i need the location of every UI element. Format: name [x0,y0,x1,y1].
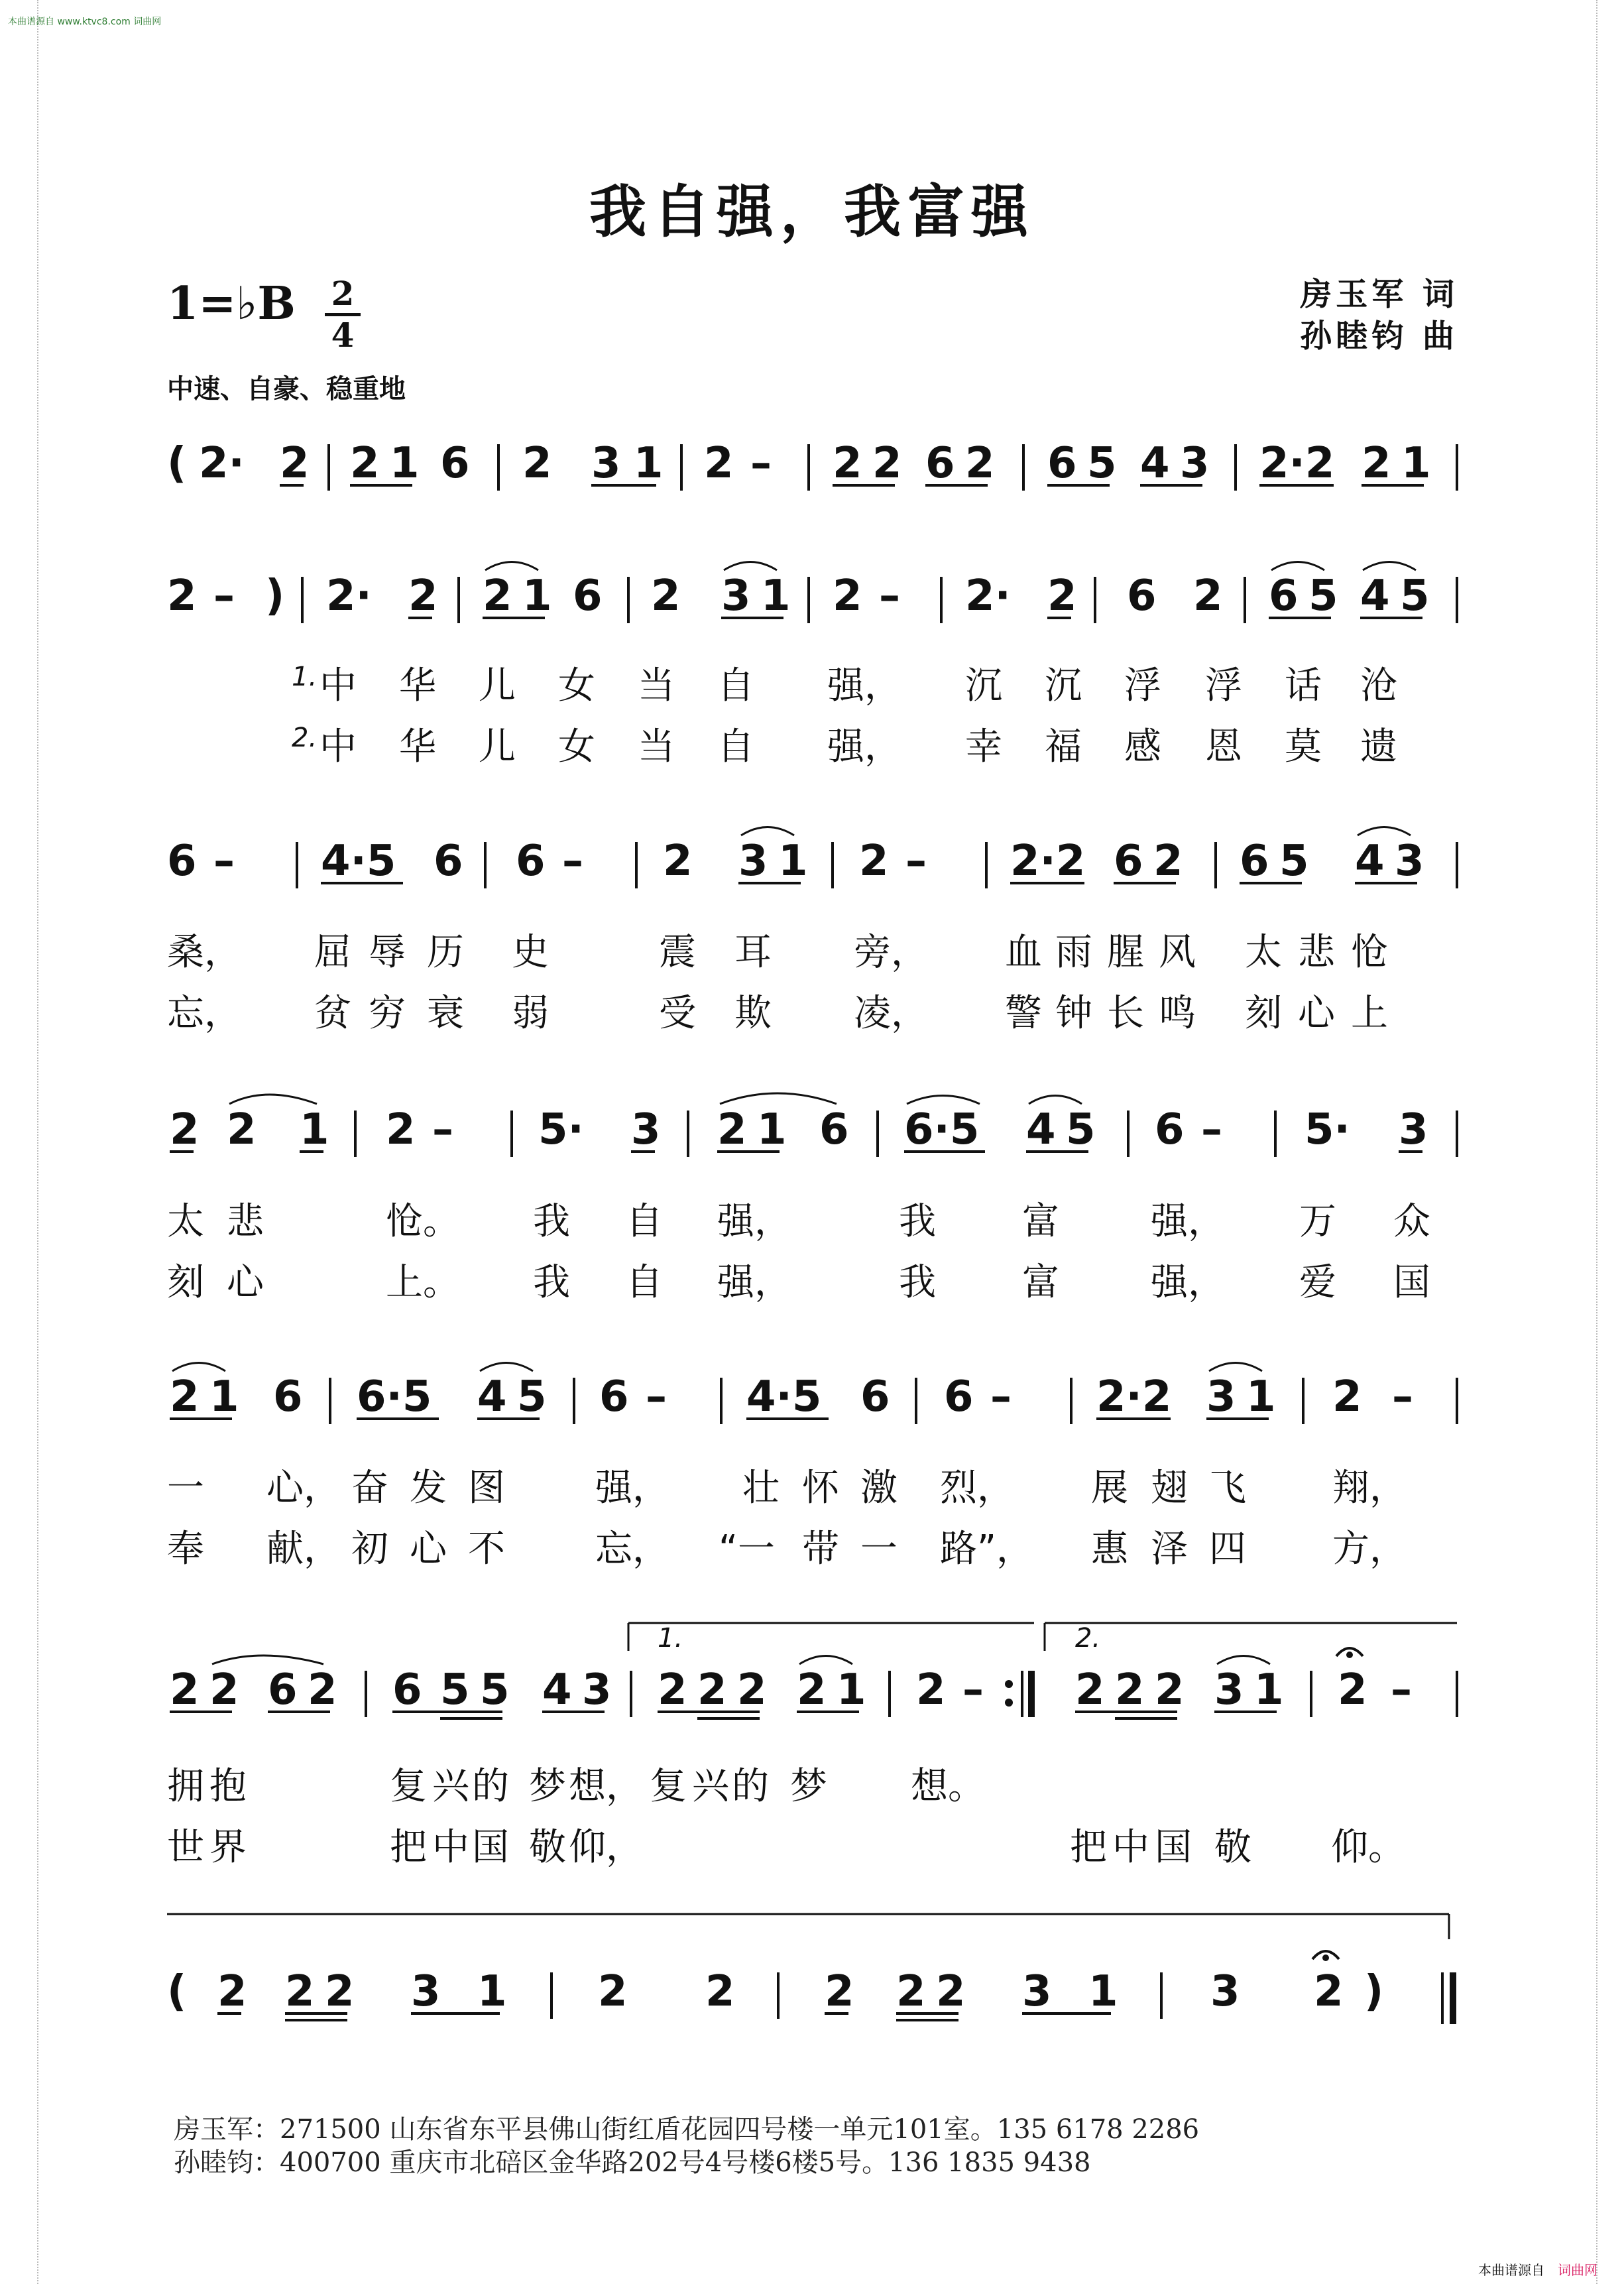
svg-text:2: 2 [227,1105,257,1154]
svg-text:6: 6 [1114,837,1143,886]
svg-text:1: 1 [390,439,420,488]
svg-text:2: 2 [1047,571,1077,621]
source-label: 本曲谱源自 [1478,2262,1544,2278]
svg-text:2: 2 [663,837,693,886]
lyric: 强， [827,725,901,768]
lyric: 界 [209,1826,247,1869]
lyric: 国 [472,1826,509,1869]
lyric: 我 [533,1261,570,1304]
svg-text:6: 6 [273,1372,303,1421]
lyric: 历 [427,931,464,974]
lyric: 梦 [790,1765,827,1808]
notation-line-7 [167,1906,1460,2032]
svg-text:6: 6 [944,1372,974,1421]
svg-text:5·: 5· [1305,1105,1350,1154]
svg-text:5: 5 [1087,439,1117,488]
svg-text:–: – [562,837,583,886]
svg-text:2: 2 [797,1665,827,1714]
svg-text:6: 6 [440,439,470,488]
svg-text:2·: 2· [199,439,245,488]
svg-text:6: 6 [1127,571,1157,621]
volta-1: 1. [658,1623,683,1653]
lyric: 忘， [595,1528,669,1571]
svg-text:5·: 5· [538,1105,584,1154]
svg-text:4: 4 [1140,439,1170,488]
svg-text:2: 2 [872,439,902,488]
lyric: 风 [1159,931,1196,974]
svg-text:–: – [750,439,772,488]
lyric: 刻 [1245,992,1282,1035]
svg-text:3: 3 [1214,1665,1244,1714]
lyric: “一 [719,1528,776,1571]
svg-text:–: – [990,1372,1012,1421]
lyric: 上。 [386,1261,460,1304]
lyric: 怀 [802,1467,839,1510]
svg-text:2: 2 [170,1372,200,1421]
svg-text:1: 1 [837,1665,866,1714]
lyric: 自 [626,1200,663,1243]
right-border [1596,0,1624,2284]
lyric: 初 [351,1528,388,1571]
svg-text:6: 6 [1269,571,1299,621]
svg-text:3: 3 [738,837,768,886]
lyric: 我 [899,1200,936,1243]
svg-text:3: 3 [1210,1967,1240,2016]
lyric: 的 [732,1765,769,1808]
lyric: 怆 [1351,931,1388,974]
svg-text:6: 6 [392,1665,422,1714]
svg-text:1: 1 [761,571,791,621]
lyric: 一 [167,1467,204,1510]
svg-text:2·: 2· [326,571,372,621]
lyric: 华 [399,725,436,768]
bottom-source-note [1478,2259,1597,2279]
lyric: 莫 [1285,725,1322,768]
lyric: 兴 [692,1765,729,1808]
svg-text:2: 2 [705,1967,735,2016]
svg-text:4: 4 [1355,837,1385,886]
svg-text:2: 2 [522,439,552,488]
lyric: 强， [717,1261,791,1304]
svg-text:2: 2 [217,1967,247,2016]
lyric: 强， [595,1467,669,1510]
svg-text:): ) [265,571,285,621]
lyric: 展 [1091,1467,1128,1510]
left-border [0,0,38,2284]
svg-text:2: 2 [285,1967,315,2016]
lyric: 震 [659,931,696,974]
verse-number: 1. [292,662,318,692]
lyric: 国 [1393,1261,1430,1304]
lyric: 烈， [940,1467,1014,1510]
svg-text:2: 2 [1153,837,1183,886]
notation-line-2 [167,557,1460,656]
notation-line-6 [167,1618,1460,1737]
lyric: 不 [468,1528,505,1571]
svg-text:1: 1 [778,837,808,886]
lyric: 路”， [940,1528,1034,1571]
lyric: 沉 [1045,664,1082,707]
svg-text:1: 1 [522,571,552,621]
lyric: 长 [1107,992,1144,1035]
svg-text:5: 5 [480,1665,510,1714]
lyric: 儿 [479,664,516,707]
time-signature-bottom: 4 [331,316,355,355]
svg-text:–: – [1201,1105,1222,1154]
lyric: 飞 [1209,1467,1246,1510]
svg-text:2: 2 [896,1967,926,2016]
svg-text:6: 6 [268,1665,298,1714]
svg-text:2: 2 [936,1967,966,2016]
lyric: 浮 [1205,664,1242,707]
svg-text:2: 2 [350,439,380,488]
lyric: 想， [569,1765,643,1808]
lyric: 血 [1005,931,1042,974]
svg-text:2: 2 [658,1665,687,1714]
score-line-3 [167,822,1460,922]
svg-text:6·5: 6·5 [357,1372,432,1421]
svg-text:4·5: 4·5 [321,837,396,886]
svg-text:–: – [1391,1665,1412,1714]
lyric: 幸 [965,725,1002,768]
svg-text:2: 2 [859,837,889,886]
lyric: 梦 [529,1765,566,1808]
lyric: 富 [1022,1200,1059,1243]
notation-line-5 [167,1358,1460,1457]
lyricist-credit: 房玉军 词 [1300,276,1458,313]
lyric: 衰 [427,992,464,1035]
lyric: 中 [319,664,357,707]
lyric: 众 [1393,1200,1430,1243]
lyric: 拥 [167,1765,204,1808]
svg-text:2: 2 [1332,1372,1362,1421]
svg-text:1: 1 [757,1105,787,1154]
svg-text:5: 5 [1400,571,1430,621]
score-line-2 [167,557,1460,656]
lyric: 凌， [854,992,928,1035]
lyric: 复 [650,1765,687,1808]
lyric: 感 [1124,725,1161,768]
lyric: 抱 [209,1765,247,1808]
svg-text:2: 2 [386,1105,416,1154]
source-link[interactable]: 词曲网 [1558,2262,1597,2278]
svg-text:4: 4 [477,1372,507,1421]
time-signature-top: 2 [331,274,355,313]
lyric: 强， [1151,1200,1225,1243]
lyric: 耳 [734,931,772,974]
lyric: 四 [1209,1528,1246,1571]
svg-text:3: 3 [1180,439,1210,488]
lyric: 翔， [1332,1467,1407,1510]
lyric: 浮 [1124,664,1161,707]
svg-text:2: 2 [1338,1665,1367,1714]
lyric: 强， [1151,1261,1225,1304]
lyric: 旁， [854,931,928,974]
svg-text:6: 6 [1155,1105,1185,1154]
volta-2: 2. [1075,1623,1101,1653]
lyric: 鸣 [1159,992,1196,1035]
lyric: 我 [899,1261,936,1304]
verse-number: 2. [292,723,318,753]
lyric: 福 [1045,725,1082,768]
lyric: 腥 [1107,931,1144,974]
svg-text:–: – [213,571,235,621]
lyric: 壮 [742,1467,780,1510]
lyric: 受 [659,992,696,1035]
svg-text:5: 5 [440,1665,470,1714]
score-line-4 [167,1091,1460,1190]
svg-text:3: 3 [591,439,621,488]
svg-text:2: 2 [833,439,862,488]
lyric: 自 [626,1261,663,1304]
svg-text:5: 5 [1308,571,1338,621]
lyric: 爱 [1299,1261,1336,1304]
lyric: 雨 [1055,931,1092,974]
lyric: 自 [717,664,754,707]
lyric: 当 [638,725,675,768]
svg-text:–: – [962,1665,984,1714]
svg-text:2: 2 [1155,1665,1185,1714]
lyric: 钟 [1055,992,1092,1035]
lyric: 国 [1155,1826,1192,1869]
svg-text:6: 6 [1240,837,1269,886]
lyric: 兴 [432,1765,469,1808]
svg-text:1: 1 [1254,1665,1284,1714]
score-line-6 [167,1618,1460,1737]
svg-text:2: 2 [833,571,862,621]
svg-text:3: 3 [1022,1967,1052,2016]
svg-text:2: 2 [651,571,681,621]
svg-text:5: 5 [1066,1105,1096,1154]
score-line-7 [167,1906,1460,2032]
lyric: 警 [1005,992,1042,1035]
lyric: 心， [266,1467,341,1510]
svg-text:–: – [905,837,927,886]
footer-lyricist-address: 房玉军：271500 山东省东平县佛山街红盾花园四号楼一单元101室。135 6178 2286 [174,2114,1200,2145]
lyric: 仰。 [1331,1826,1405,1869]
lyric: 仰， [569,1826,643,1869]
svg-text:1: 1 [1401,439,1431,488]
lyric: 欺 [734,992,772,1035]
svg-text:(: ( [167,1967,187,2016]
lyric: 中 [432,1826,469,1869]
notation-line-3 [167,822,1460,922]
score-line-1 [167,424,1460,524]
svg-text:2: 2 [408,571,438,621]
svg-text:–: – [432,1105,453,1154]
svg-text:3: 3 [721,571,751,621]
lyric: 中 [1112,1826,1149,1869]
svg-text:3: 3 [1206,1372,1236,1421]
lyric: 忘， [167,992,241,1035]
svg-text:2: 2 [1115,1665,1145,1714]
svg-text:2: 2 [704,439,734,488]
svg-text:3: 3 [1399,1105,1428,1154]
svg-text:6: 6 [1047,439,1077,488]
svg-text:2: 2 [717,1105,747,1154]
lyric: 华 [399,664,436,707]
key-signature: 1=♭B [167,277,296,330]
svg-text:2: 2 [209,1665,239,1714]
svg-text:6: 6 [819,1105,849,1154]
svg-text:–: – [1392,1372,1413,1421]
svg-text:2: 2 [1075,1665,1105,1714]
lyric: 的 [472,1765,509,1808]
lyric: 女 [558,664,595,707]
lyric: 儿 [479,725,516,768]
lyric: 把 [390,1826,427,1869]
svg-text:6: 6 [599,1372,629,1421]
lyric: 贫 [314,992,351,1035]
svg-text:1: 1 [300,1105,329,1154]
lyric: 桑， [167,931,241,974]
lyric: 惠 [1091,1528,1128,1571]
lyric: 史 [512,931,549,974]
svg-text:6: 6 [167,837,197,886]
svg-text:2: 2 [737,1665,767,1714]
lyric: 辱 [369,931,406,974]
svg-text:2: 2 [598,1967,628,2016]
lyric: 一 [860,1528,898,1571]
svg-text:2: 2 [325,1967,355,2016]
svg-text:6: 6 [434,837,463,886]
lyric: 想。 [911,1765,985,1808]
svg-text:4·5: 4·5 [746,1372,822,1421]
lyric: 屈 [314,931,351,974]
svg-text:2·: 2· [965,571,1011,621]
lyric: 翅 [1151,1467,1188,1510]
svg-text:3: 3 [582,1665,612,1714]
lyric: 图 [468,1467,505,1510]
source-note: 本曲谱源自 www.ktvc8.com 词曲网 [8,17,162,27]
svg-text:2: 2 [280,439,310,488]
svg-text:2: 2 [1362,439,1391,488]
lyric: 悲 [227,1200,264,1243]
lyric: 刻 [167,1261,204,1304]
svg-text:6·5: 6·5 [904,1105,980,1154]
time-signature [325,274,361,355]
lyric: 万 [1299,1200,1336,1243]
lyric: 恩 [1205,725,1242,768]
lyric: 激 [860,1467,898,1510]
svg-text:–: – [879,571,900,621]
lyric: 心 [410,1528,447,1571]
lyric: 话 [1285,664,1322,707]
lyric: 沧 [1360,664,1397,707]
lyric: 敬 [1214,1826,1251,1869]
lyric: 世 [167,1826,204,1869]
svg-text:2·2: 2·2 [1010,837,1086,886]
footer-composer-address: 孙睦钧：400700 重庆市北碚区金华路202号4号楼6楼5号。136 1835 9438 [174,2147,1091,2178]
svg-text:1: 1 [209,1372,239,1421]
lyric: 强， [827,664,901,707]
lyric: 遗 [1360,725,1397,768]
lyric: 奉 [167,1528,204,1571]
svg-text:2·2: 2·2 [1096,1372,1172,1421]
lyric: 太 [1245,931,1282,974]
svg-text:–: – [646,1372,667,1421]
svg-text:3: 3 [1395,837,1424,886]
lyric: 泽 [1151,1528,1188,1571]
svg-text:6: 6 [925,439,955,488]
svg-text:2: 2 [916,1665,946,1714]
svg-text:3: 3 [631,1105,661,1154]
lyric: 悲 [1298,931,1335,974]
svg-text:2: 2 [167,571,197,621]
svg-text:4: 4 [1360,571,1390,621]
svg-text:1: 1 [477,1967,507,2016]
lyric: 强， [717,1200,791,1243]
svg-text:6: 6 [573,571,603,621]
svg-text:1: 1 [1088,1967,1118,2016]
lyric: 把 [1070,1826,1107,1869]
lyric: 上 [1351,992,1388,1035]
svg-text:5: 5 [1279,837,1309,886]
svg-text:2: 2 [170,1665,200,1714]
lyric: 太 [167,1200,204,1243]
svg-text:4: 4 [542,1665,572,1714]
svg-text:2: 2 [965,439,995,488]
composer-credit: 孙睦钧 曲 [1300,318,1458,355]
lyric: 自 [717,725,754,768]
notation-line-4 [167,1091,1460,1190]
song-title: 我自强，我富强 [589,178,1035,245]
svg-text:1: 1 [1246,1372,1276,1421]
tempo-marking: 中速、自豪、稳重地 [167,374,406,404]
lyric: 献， [266,1528,341,1571]
svg-text:(: ( [167,439,187,488]
svg-text:1: 1 [634,439,664,488]
svg-text:): ) [1364,1967,1384,2016]
lyric: 我 [533,1200,570,1243]
score-line-5 [167,1358,1460,1457]
lyric: 发 [410,1467,447,1510]
lyric: 方， [1332,1528,1407,1571]
lyric: 复 [390,1765,427,1808]
svg-text:2: 2 [1314,1967,1344,2016]
svg-text:6: 6 [860,1372,890,1421]
lyric: 心 [227,1261,264,1304]
svg-text:6: 6 [516,837,546,886]
notation-line-1 [167,424,1460,524]
lyric: 敬 [529,1826,566,1869]
svg-text:2: 2 [308,1665,337,1714]
lyric: 怆。 [386,1200,460,1243]
lyric: 中 [319,725,357,768]
lyric: 当 [638,664,675,707]
svg-text:2·2: 2·2 [1259,439,1335,488]
lyric: 带 [802,1528,839,1571]
svg-text:3: 3 [411,1967,441,2016]
lyric: 富 [1022,1261,1059,1304]
svg-text:4: 4 [1026,1105,1056,1154]
svg-text:2: 2 [483,571,512,621]
svg-text:2: 2 [1193,571,1223,621]
svg-text:2: 2 [825,1967,854,2016]
lyric: 弱 [512,992,549,1035]
svg-text:5: 5 [517,1372,547,1421]
svg-text:–: – [213,837,235,886]
lyric: 沉 [965,664,1002,707]
svg-text:2: 2 [697,1665,727,1714]
svg-text:2: 2 [170,1105,200,1154]
lyric: 心 [1298,992,1335,1035]
lyric: 奋 [351,1467,388,1510]
lyric: 女 [558,725,595,768]
lyric: 穷 [369,992,406,1035]
